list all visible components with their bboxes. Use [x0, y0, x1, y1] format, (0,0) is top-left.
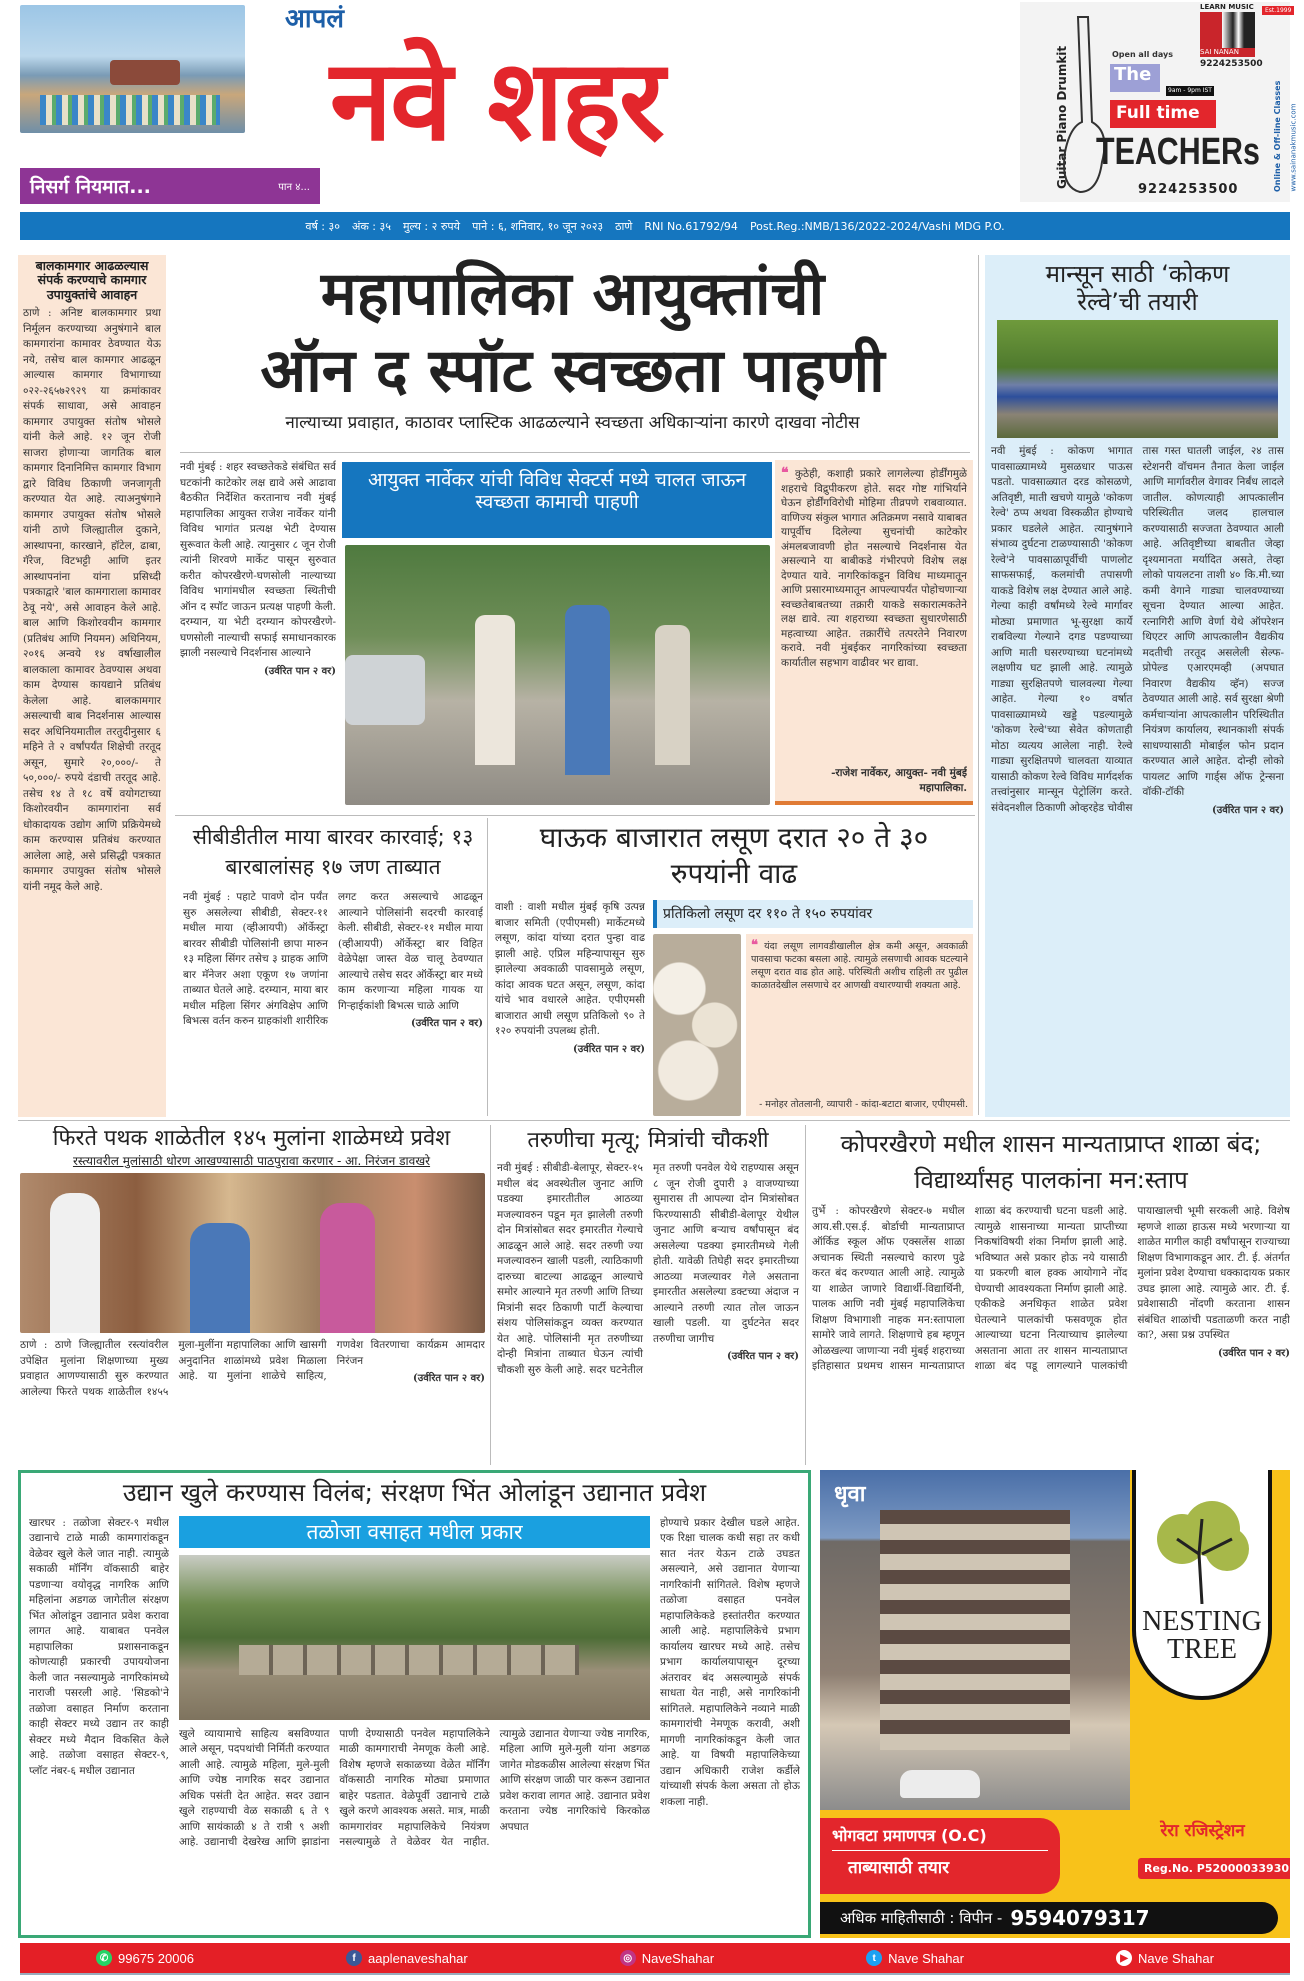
bar-continued: (उर्वरित पान २ वर)	[411, 1018, 483, 1029]
building-photo	[820, 1470, 1130, 1810]
commissioner-inspection-photo	[345, 545, 770, 805]
school-headline: फिरते पथक शाळेतील १४५ मुलांना शाळेमध्ये प्रवेश	[52, 1126, 451, 1151]
garlic-quote-author: - मनोहर तोतलानी, व्यापारी - कांदा-बटाटा बाजार, एपीएमसी.	[759, 1099, 968, 1110]
divider	[487, 818, 488, 1116]
bar-story	[183, 822, 483, 1116]
closure-story	[812, 1126, 1290, 1464]
death-headline: तरुणीचा मृत्यू; मित्रांची चौकशी	[527, 1128, 769, 1153]
death-body-text: नवी मुंबई : सीबीडी-बेलापूर, सेक्टर-१५ मधील बंद अवस्थेतील जुनाट आणि पडक्या इमारतीतील आठव्या मजल्यावरुन पडून मृत झालेली तरुणी दोन मित्रांसोबत सदर इमारतीत गेल्याचे आढळून आले आहे. सदर तरुणी ज्या मजल्यावरुन खाली पडली, त्याठिकाणी दारुच्या बाटल्या आढळून आल्याचे समोर आल्याने मृत तरुणी आणि तिच्या मित्रांनी सदर ठिकाणी पार्टी केल्याचा संशय पोलिसांकडून व्यक्त करण्यात येत आहे. पोलिसांनी मृत तरुणीच्या दोन्ही मित्रांना ताब्यात घेऊन त्यांची चौकशी सुरु केली आहे. सदर घटनेतील मृत तरुणी पनवेल येथे राहण्यास असून ८ जून रोजी दुपारी ३ वाजण्याच्या सुमारास ती आपल्या दोन मित्रांसोबत फिरण्यासाठी सीबीडी-बेलापूर येथील जुनाट आणि बऱ्याच वर्षांपासून बंद असलेल्या पडक्या इमारतीमध्ये गेली होती. यावेळी तिघेही सदर इमारतीच्या आठव्या मजल्यावर गेले असताना इमारतीत असलेल्या डक्टच्या अंदाज न आल्याने तरुणी त्यात तोल जाऊन खाली पडली. या दुर्घटनेत सदर तरुणीचा जागीच	[497, 1162, 799, 1376]
sai-nanan-label: SAI NANAN	[1200, 48, 1255, 57]
open-all-days: Open all days	[1112, 50, 1173, 59]
quote-icon: ❝	[751, 939, 758, 953]
commissioner-quote	[775, 460, 973, 805]
website-label: www.sainanakmusic.com	[1289, 103, 1298, 192]
konkan-body-text: नवी मुंबई : कोकण भागात पावसाळ्यामध्ये मुसळधार पाऊस पडतो. पावसाळ्यात दरड कोसळणे, अतिवृष्टी, माती खचणे यामुळे 'कोकण रेल्वे' ठप्प अथवा विस्कळीत होण्याचे प्रकार घडलेले आहेत. त्यानुषंगाने संभाव्य दुर्घटना टाळण्यासाठी 'कोकण रेल्वे'ने पावसाळापूर्वीची पाणलोट साफसफाई, कलमांची तपासणी याकडे विशेष लक्ष देण्यात आले आहे. गेल्या काही वर्षांमध्ये रेल्वे मार्गावर मोठ्या प्रमाणात भू-सुरक्षा कार्ये राबविल्या गेल्याने दगड पडण्याच्या आणि माती घसरण्याच्या घटनांमध्ये लक्षणीय घट झाली आहे. त्यामुळे गाड्या सुरक्षितपणे चालवल्या गेल्या आहेत. गेल्या १० वर्षात पावसाळ्यामध्ये खड्डे पडल्यामुळे 'कोकण रेल्वे'च्या सेवेत कोणताही मोठा व्यत्यय आलेला नाही. रेल्वे गाड्या सुरक्षितपणे चालवता याव्यात यासाठी कोकण रेल्वे विविध मार्गदर्शक तत्त्वांनुसार मान्सून पेट्रोलिंग करते. संवेदनशील ठिकाणी ओव्हरहेड चोवीस तास गस्त घातली जाईल, २४ तास स्टेशनरी वॉचमन तैनात केला जाईल आणि मार्गावरील वेगावर निर्बंध लादले जातील. कोणत्याही आपत्कालीन परिस्थितीत जलद हालचाल करण्यासाठी सज्जता ठेवण्यात आली आहे. अतिवृष्टीच्या बाबतीत जेव्हा दृश्यमानता मर्यादित असते, तेव्हा लोको पायलटना ताशी ४० कि.मी.च्या कमी वेगाने गाड्या चालवण्याच्या सूचना देण्यात आल्या आहेत. रत्नागिरी आणि वेर्णा येथे ऑपरेशन थिएटर आणि आपत्कालीन वैद्यकीय मदतीची तरतूद असलेली सेल्फ-प्रोपेल्ड एआरएमव्ही (अपघात निवारण वैद्यकीय व्हॅन) सज्ज ठेवण्यात आली आहे. सर्व सुरक्षा श्रेणी कर्मचाऱ्यांना आपत्कालीन परिस्थितीत नियंत्रण कार्यालय, स्थानकाशी संपर्क साधण्यासाठी मोबाईल फोन प्रदान करण्यात आले आहेत. दोन्ही लोको पायलट आणि गार्ड्स ऑफ ट्रेन्सना वॉकी-टॉकी	[991, 445, 1284, 814]
school-body-text: ठाणे : ठाणे जिल्ह्यातील रस्त्यांवरील उपेक्षित मुलांना शिक्षणाच्या मुख्य प्रवाहात आणण्यासाठी सुरु करण्यात आलेल्या फिरते पथक शाळेतील १४५५ मुला-मुलींना महापालिका आणि खासगी अनुदानित शाळांमध्ये प्रवेश मिळाला आहे. या मुलांना शाळेचे साहित्य, गणवेश वितरणाचा कार्यक्रम आमदार निरंजन	[20, 1339, 485, 1398]
dateline-city: ठाणे	[615, 219, 633, 233]
masthead-teaser-photo	[20, 5, 245, 133]
school-body	[18, 1338, 485, 1464]
twitter-icon: t	[866, 1950, 882, 1966]
garden-body-left: खारघर : तळोजा सेक्टर-९ मधील उद्यानाचे टाळे माळी कामगारांकडून वेळेवर खुले केले जात नाही. त्यामुळे सकाळी मॉर्निंग वॉकसाठी बाहेर पडणाऱ्या वयोवृद्ध नागरिक आणि महिलांना अडगळ जागेतील संरक्षण भिंत ओलांडून उद्यानात प्रवेश करावा लागत आहे. याबाबत पनवेल महापालिका प्रशासनाकडून कोणत्याही प्रकारची उपाययोजना केली जात नसल्यामुळे नागरिकांमध्ये नाराजी पसरली आहे. 'सिडको'ने तळोजा वसाहत निर्माण करताना काही सेक्टर मध्ये उद्यान तर काही सेक्टर मध्ये मैदान विकसित केले आहे. तळोजा वसाहत सेक्टर-९, प्लॉट नंबर-६ मधील उद्यानात	[29, 1516, 169, 1777]
rera-reg-no: Reg.No. P52000033930	[1138, 1858, 1290, 1879]
brand-line-2: TREE	[1167, 1634, 1237, 1665]
dateline-date: पाने : ६, शनिवार, १० जून २०२३	[472, 219, 604, 233]
lead-headline-2: ऑन द स्पॉट स्वच्छता पाहणी	[260, 336, 885, 406]
divider	[18, 1120, 1290, 1121]
whatsapp-link[interactable]	[96, 1950, 194, 1966]
garlic-quote	[746, 934, 973, 1116]
hours-label: 9am - 9pm IST	[1168, 87, 1212, 94]
teachers-label: TEACHERs	[1096, 131, 1260, 173]
garlic-photo	[653, 934, 741, 1116]
bar-body-text: नवी मुंबई : पहाटे पावणे दोन पर्यंत सुरु असलेल्या सीबीडी, सेक्टर-११ मधील माया (व्हीआयपी) ऑर्केस्ट्रा बारवर सीबीडी पोलिसांनी छापा मारुन १३ महिला सिंगर तसेच ३ ग्राहक आणि बार मॅनेजर अशा एकूण १७ जणांना ताब्यात घेतले आहे. दरम्यान, माया बार मधील महिला सिंगर अंगविक्षेप आणि बिभत्स वर्तन करुन ग्राहकांशी शारीरिक लगट करत असल्याचे आढळून आल्याने पोलिसांनी सदरची कारवाई केली. सीबीडी, सेक्टर-११ मधील माया (व्हीआयपी) ऑर्केस्ट्रा बार विहित वेळेपेक्षा जास्त वेळ चालू ठेवण्यात आल्याचे तसेच सदर ऑर्केस्ट्रा बार मध्ये काम करणाऱ्या महिला गायक या गिऱ्हाईकांशी बिभत्स चाळे आणि	[183, 891, 483, 1027]
left-story-headline: बालकामगार आढळल्यास संपर्क करण्याचे कामगार उपायुक्तांचे आवाहन	[35, 258, 149, 302]
instagram-icon: ◎	[620, 1950, 636, 1966]
garlic-body-text: वाशी : वाशी मधील मुंबई कृषि उत्पन्न बाजार समिती (एपीएमसी) मार्केटमध्ये लसूण, कांदा यांच्या दरात पुन्हा वाढ झाली आहे. एप्रिल महिन्यापासून सुरु झालेल्या अवकाळी पावसामुळे लसूण, कांदा आवक घटत असून, लसूण, कांदा यांचे भाव वधारले आहेत. एपीएमसी बाजारात आधी लसूण प्रतिकिलो ९० ते १२० रुपयांनी उपलब्ध होती.	[495, 901, 645, 1037]
dateline-postreg: Post.Reg.:NMB/136/2022-2024/Vashi MDG P.O.	[749, 219, 1005, 233]
sai-nanan-phone: 9224253500	[1200, 59, 1263, 69]
facebook-icon: f	[346, 1950, 362, 1966]
garlic-quote-text: यंदा लसूण लागवडीखालील क्षेत्र कमी असून, अवकाळी पावसाचा फटका बसला आहे. त्यामुळे लसणाची आवक घटल्याने लसूण दरात वाढ होत आहे. परिस्थिती अशीच राहिली तर पुढील काळातदेखील लसणाचे दर आणखी वधारण्याची शक्यता आहे.	[751, 941, 968, 991]
death-body	[497, 1161, 799, 1464]
whatsapp-number: 99675 20006	[118, 1950, 194, 1966]
youtube-handle: Nave Shahar	[1138, 1950, 1214, 1966]
lead-headline-1: महापालिका आयुक्तांची	[320, 259, 825, 329]
youtube-link[interactable]	[1116, 1950, 1214, 1966]
garden-body-right: होण्याचे प्रकार देखील घडले आहेत. एक रिक्षा चालक कधी सहा तर कधी सात नंतर येऊन टाळे उघडत असल्याने, असे उद्यानात येणाऱ्या नागरिकांनी सांगितले. विशेष म्हणजे तळोजा वसाहत पनवेल महापालिकेकडे हस्तांतरीत करण्यात आली आहे. महापालिकेचे प्रभाग कार्यालय खारघर मध्ये आहे. तसेच प्रभाग कार्यालयापासून दूरच्या अंतरावर बंद असल्यामुळे संपर्क साधता येत नाही, असे नागरिकांनी सांगितले. महापालिकेने नव्याने माळी कामगारांची नेमणूक करावी, अशी मागणी नागरिकांकडून केली जात आहे. या विषयी महापालिकेच्या उद्यान अधिकारी राजेश कर्डीले यांच्याशी संपर्क केला असता तो होऊ शकला नाही.	[660, 1516, 800, 1808]
konkan-railway-story	[985, 255, 1290, 1117]
quote-icon: ❝	[781, 466, 789, 481]
masthead-title: नवे शहर	[330, 36, 663, 166]
bar-headline: सीबीडीतील माया बारवर कारवाई; १३ बारबालांसह १७ जण ताब्यात	[192, 825, 474, 879]
garden-center	[179, 1516, 650, 1929]
instruments-text: Guitar Piano Drumkit	[1055, 45, 1069, 189]
garlic-content	[495, 900, 973, 1116]
garlic-box-title: प्रतिकिलो लसूण दर ११० ते १५० रुपयांवर	[653, 900, 973, 928]
dateline-year: वर्ष : ३०	[305, 219, 340, 233]
contact-bar	[820, 1902, 1278, 1934]
konkan-continued: (उर्वरित पान २ वर)	[1212, 804, 1284, 816]
teaser-box[interactable]	[20, 168, 320, 204]
divider	[180, 452, 970, 453]
konkan-body	[991, 444, 1284, 1111]
tree-icon	[1147, 1494, 1257, 1604]
garlic-right	[653, 900, 973, 1116]
garden-body-bottom: खुले व्यायामाचे साहित्य बसविण्यात आले असून, पदपथांची निर्मिती करण्यात आली आहे. त्यामुळे महिला, मुले-मुली आणि ज्येष्ठ नागरिक सदर उद्यानात अधिक पसंती देत आहेत. सदर उद्यान खुले राहण्याची वेळ सकाळी ६ ते ९ आणि सायंकाळी ४ ते रात्री ९ अशी आहे. उद्यानाची देखरेख आणि झाडांना पाणी देण्यासाठी पनवेल महापालिकेने माळी कामगाराची नेमणूक केली आहे. विशेष म्हणजे सकाळच्या वेळेत मॉर्निंग वॉकसाठी नागरिक मोठ्या प्रमाणात बाहेर पडतात. वेळेपूर्वी उद्यानाचे टाळे खुले करणे आवश्यक असते. मात्र, माळी कामगारांवर महापालिकेचे नियंत्रण नसल्यामुळे ते वेळेवर येत नाहीत. त्यामुळे उद्यानात येणाऱ्या ज्येष्ठ नागरिक, महिला आणि मुले-मुली यांना अडगळ जागेत मोडकळीस आलेल्या संरक्षण भिंत आणि संरक्षण जाळी पार करून उद्यानात प्रवेश करावा लागत आहे. उद्यानात प्रवेश करताना ज्येष्ठ नागरिकांचे किरकोळ अपघात	[179, 1727, 650, 1849]
left-story	[18, 255, 166, 1117]
twitter-link[interactable]	[866, 1950, 964, 1966]
dateline-strip	[20, 212, 1290, 240]
divider	[490, 1125, 491, 1465]
closure-body	[812, 1204, 1290, 1464]
learn-music-label: LEARN MUSIC	[1200, 3, 1254, 11]
death-story	[497, 1128, 799, 1464]
school-story	[18, 1126, 485, 1464]
youtube-icon: ▶	[1116, 1950, 1132, 1966]
school-subhead: रस्त्यावरील मुलांसाठी धोरण आखण्यासाठी पाठपुरावा करणार - आ. निरंजन डावखरे	[72, 1154, 431, 1169]
brand-line-1: NESTING	[1142, 1606, 1262, 1637]
lead-header	[175, 256, 970, 448]
the-label: The	[1110, 64, 1160, 92]
garden-wall-photo	[179, 1555, 650, 1720]
masthead-pretitle: आपलं	[285, 4, 344, 34]
closure-headline: कोपरखैरणे मधील शासन मान्यताप्राप्त शाळा बंद; विद्यार्थ्यांसह पालकांना मन:स्ताप	[840, 1130, 1262, 1194]
divider	[978, 255, 979, 1115]
garlic-body	[495, 900, 645, 1116]
death-continued: (उर्वरित पान २ वर)	[727, 1351, 799, 1363]
oc-box	[820, 1818, 1060, 1894]
teachers-phone: 9224253500	[1138, 182, 1239, 197]
konkan-train-photo	[997, 320, 1278, 438]
garlic-quote-wrap	[751, 939, 968, 1098]
quote-author: -राजेश नार्वेकर, आयुक्त- नवी मुंबई महापालिका.	[831, 767, 967, 794]
full-time-label: Full time	[1110, 100, 1216, 128]
school-continued: (उर्वरित पान २ वर)	[412, 1373, 485, 1385]
contact-label: अधिक माहितीसाठी : विपीन -	[840, 1909, 1003, 1927]
rera-label: रेरा रजिस्ट्रेशन	[1160, 1821, 1245, 1841]
music-teachers-ad	[1020, 2, 1298, 202]
garlic-continued: (उर्वरित पान २ वर)	[573, 1043, 645, 1055]
dateline-rni: RNI No.61792/94	[644, 219, 738, 233]
garden-headline: उद्यान खुले करण्यास विलंब; संरक्षण भिंत ओलांडून उद्यानात प्रवेश	[122, 1478, 707, 1507]
garlic-lower	[653, 934, 973, 1116]
lead-body	[180, 460, 336, 805]
school-event-photo	[20, 1173, 485, 1333]
divider	[175, 815, 975, 816]
lead-subhead: नाल्याच्या प्रवाहात, काठावर प्लास्टिक आढळल्याने स्वच्छता अधिकाऱ्यांना कारणे दाखवा नोटीस	[285, 413, 860, 433]
garden-content	[29, 1516, 800, 1929]
lead-body-text: नवी मुंबई : शहर स्वच्छतेकडे संबंधित सर्व घटकांनी काटेकोर लक्ष द्यावे असे आढावा बैठकीत निर्देशित करतानाच नवी मुंबई महापालिका आयुक्त राजेश नार्वेकर यांनी विविध भागांत प्रत्यक्ष भेटी देण्यास सुरूवात केली आहे. त्यानुसार ८ जून रोजी त्यांनी शिरवणे मार्केट पासून सुरुवात करीत कोपरखैरणे-घणसोली नाल्याच्या विविध भागांमधील स्वच्छता स्थितीची ऑन द स्पॉट जाऊन प्रत्यक्ष पाहणी केली. दरम्यान, या भेटी दरम्यान कोपरखैरणे-घणसोली नाल्याची सफाई समाधानकारक झाली नसल्याचे निदर्शनास आल्याने	[180, 461, 336, 659]
nesting-tree-logo	[1132, 1470, 1272, 1700]
garden-story	[18, 1470, 811, 1938]
instagram-link[interactable]	[620, 1950, 714, 1966]
garlic-story	[495, 820, 973, 1116]
garlic-headline: घाऊक बाजारात लसूण दरात २० ते ३० रुपयांनी वाढ	[539, 821, 929, 890]
dateline-issue: अंक : ३५	[351, 219, 391, 233]
closure-body-text: तुर्भे : कोपरखैरणे सेक्टर-७ मधील आय.सी.एस.ई. बोर्डाची मान्यताप्राप्त ऑर्किड स्कूल ऑफ एक्सलेंस शाळा अचानक स्थिती नसल्याचे कारण पुढे करत बंद करण्यात आली आहे. त्यामुळे या शाळेत जाणारे विद्यार्थी-विद्यार्थिनी, पालक आणि नवी मुंबई महापालिकेचा शिक्षण विभागाशी नाहक मन:स्तापाला सामोरे जावे लागते. शिक्षणाचे हब म्हणून ओळखल्या जाणाऱ्या नवी मुंबई शहराच्या इतिहासात प्रथमच शासन मान्यताप्राप्त शाळा बंद करण्याची घटना घडली आहे. त्यामुळे शासनाच्या मान्यता प्राप्तीच्या निकषांविषयी शंका निर्माण झाली आहे. भविष्यात असे प्रकार होऊ नये यासाठी या प्रकरणी बाल हक्क आयोगाने नोंद घेण्याची आवश्यकता निर्माण झाली आहे. एकीकडे अनधिकृत शाळेत प्रवेश घेतल्याने पालकांची फसवणूक होत आल्याच्या घटना नित्याच्याच झालेल्या असताना आता तर शासन मान्यताप्राप्त शाळा बंद पडू लागल्याने पालकांची पायाखालची भूमी सरकली आहे. विशेष म्हणजे शाळा हाऊस मध्ये भरणाऱ्या या शाळेत मागील काही वर्षांपासून राज्याच्या शिक्षण विभागाकडून आर. टी. ई. अंतर्गत मुलांना प्रवेश देण्याचा धक्कादायक प्रकार उघड झाला आहे. त्यामुळे आर. टी. ई. प्रवेशासाठी नोंदणी करताना शासन संबंधित शाळांची पडताळणी करत नाही का?, असा प्रश्न उपस्थित	[812, 1205, 1290, 1372]
oc-line-1: भोगवटा प्रमाणपत्र (O.C)	[832, 1824, 1048, 1851]
dateline-price: मुल्य : २ रुपये	[402, 219, 461, 233]
konkan-headline: मान्सून साठी ‘कोकण रेल्वे’ची तयारी	[1045, 260, 1230, 316]
instagram-handle: NaveShahar	[641, 1950, 715, 1966]
whatsapp-icon: ✆	[96, 1950, 112, 1966]
facebook-link[interactable]	[346, 1950, 468, 1966]
lead-continued: (उर्वरित पान २ वर)	[264, 665, 336, 677]
est-badge: Est.1999	[1262, 6, 1294, 15]
left-story-body: ठाणे : अनिष्ट बालकामगार प्रथा निर्मूलन करण्याच्या अनुषंगाने बाल कामगारांना कामावर ठेवण्यात येऊ नये, तसेच बाल कामगार आढळून आल्यास कामगार विभागाच्या ०२२-२६५७२९२९ या क्रमांकावर संपर्क साधावा, असे आवाहन कामगार उपायुक्त संतोष भोसले यांनी केले आहे. १२ जून रोजी साजरा होणाऱ्या जागतिक बाल कामगार दिनानिमित्त कामगार विभाग द्वारे विविध ठिकाणी जनजागृती करण्यात येत आहे. त्याअनुषंगाने कामगार उपायुक्त संतोष भोसले यांनी ठाणे जिल्ह्यातील दुकाने, आस्थापना, कारखाने, हॉटेल, ढाबा, गॅरेज, विटभट्टी आणि इतर आस्थापनांना यांना प्रसिध्दी पत्रकाद्वारे 'बाल कामगाराला कामावर ठेवू नये', असे आवाहन केले आहे. बाल आणि किशोरवयीन कामगार (प्रतिबंध आणि नियमन) अधिनियम, २०१६ अन्वये १४ वर्षाखालील बालकाला कामावर ठेवण्यास अथवा काम देण्यास कायद्याने प्रतिबंध केलेला आहे. बालकामगार असल्याची बाब निदर्शनास आल्यास सदर अधिनियमातील तरतुदीनुसार ६ महिने ते २ वर्षांपर्यंत शिक्षेची तरतूद असून, सुमारे २०,०००/- ते ५०,०००/- रुपये दंडाची तरतूद आहे. तसेच १४ ते १८ वर्षे वयोगटाच्या किशोरवयीन कामगारांना सर्व धोकादायक उद्योग आणि प्रक्रियेमध्ये काम करण्यास प्रतिबंध करण्यात आलेला आहे, असे प्रसिद्धी पत्रकात कामगार उपायुक्त संतोष भोसले यांनी नमूद केले आहे.	[23, 307, 161, 893]
twitter-handle: Nave Shahar	[888, 1950, 964, 1966]
lead-box-title: आयुक्त नार्वेकर यांची विविध सेक्टर्स मध्ये चालत जाऊन स्वच्छता कामाची पाहणी	[342, 462, 772, 538]
quote-text-wrap	[781, 466, 967, 766]
contact-phone: 9594079317	[1010, 1906, 1150, 1930]
garden-box-title: तळोजा वसाहत मधील प्रकार	[179, 1516, 650, 1548]
quote-text: कुठेही, कशाही प्रकारे लागलेल्या होर्डींगमुळे शहराचे विद्रुपीकरण होते. सदर गोष्ट गांभिर्याने घेऊन होर्डींगविरोधी मोहिमा तीव्रपणे राबवाव्यात. वाणिज्य संकुल भागात अतिक्रमण नसावे याबाबत यापूर्वीच दिलेल्या सुचनांची काटेकोर अंमलबजावणी होत नसल्याचे निदर्शनास येत असल्याने या बाबीकडे गंभीरपणे विशेष लक्ष देण्यात यावे. नागरिकांकडून विविध माध्यमातून आणि प्रसारमाध्यमातून आपल्यापर्यंत पोहोचणाऱ्या स्वच्छतेबाबतच्या तक्रारी याकडे सकारात्मकतेने लक्ष द्यावे. त्या शहराच्या स्वच्छता सुधारणेसाठी महत्वाच्या आहेत. तक्रारींचे तत्परतेने निवारण करावे. नवी मुंबईकर नागरिकांच्या स्वच्छता कार्यातील सहभाग वाढीवर भर द्यावा.	[781, 468, 967, 669]
divider	[805, 1125, 806, 1465]
social-footer	[20, 1943, 1290, 1975]
teaser-title: निसर्ग नियमात...	[30, 176, 151, 198]
nesting-tree-property-ad	[820, 1470, 1290, 1938]
closure-continued: (उर्वरित पान २ वर)	[1217, 1347, 1290, 1359]
facebook-handle: aaplenaveshahar	[367, 1950, 468, 1966]
classes-label: Online & Off-line Classes	[1273, 80, 1282, 192]
project-name: धृवा	[834, 1482, 866, 1507]
teaser-page: पान ४...	[278, 182, 310, 193]
bar-body	[183, 890, 483, 1116]
oc-line-2: ताब्यासाठी तयार	[848, 1858, 950, 1878]
